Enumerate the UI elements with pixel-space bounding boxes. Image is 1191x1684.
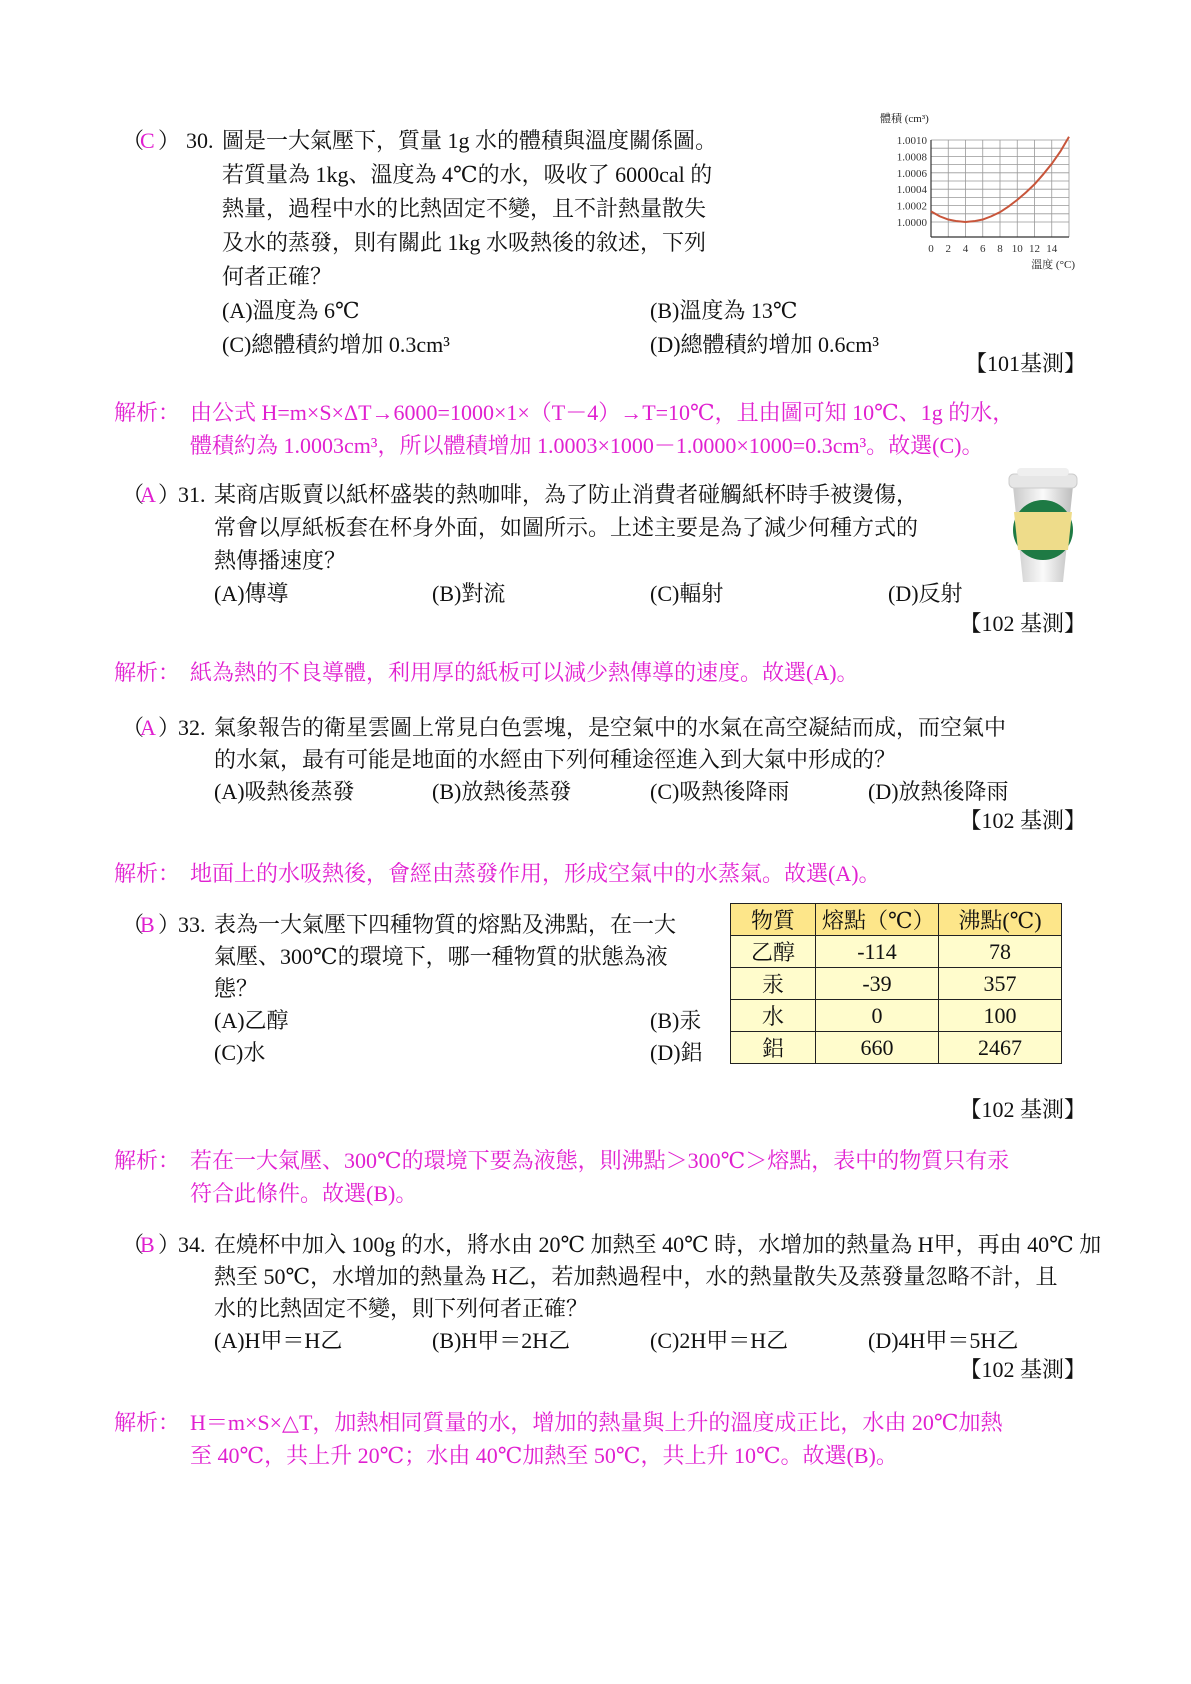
table-cell: 水	[731, 1000, 816, 1032]
analysis-label: 解析：	[114, 660, 181, 685]
question-text: 某商店販賣以紙杯盛裝的熱咖啡，為了防止消費者碰觸紙杯時手被燙傷，	[214, 482, 919, 507]
x-tick-label: 10	[1011, 243, 1023, 255]
option-c: (C)總體積約增加 0.3cm³	[222, 332, 450, 357]
question-text: 何者正確？	[222, 264, 333, 289]
table-cell: 鋁	[731, 1032, 816, 1064]
option-b: (B)放熱後蒸發	[432, 779, 572, 804]
x-tick-label: 14	[1046, 243, 1058, 255]
table-cell: 汞	[731, 968, 816, 1000]
question-number: 33.	[178, 912, 206, 937]
answer-letter: B	[140, 1232, 155, 1257]
answer-paren-close: ）	[158, 912, 181, 937]
option-d: (D)反射	[888, 581, 963, 606]
option-b: (B)H甲＝2H乙	[432, 1328, 571, 1353]
source-tag: 【102 基測】	[959, 611, 1086, 636]
table-header	[731, 904, 1062, 936]
option-c: (C)水	[214, 1040, 266, 1065]
y-tick-label: 1.0000	[896, 217, 927, 229]
answer-letter: B	[140, 912, 155, 937]
answer-letter: A	[140, 715, 156, 740]
analysis-label: 解析：	[114, 1410, 181, 1435]
answer-paren-close: ）	[158, 128, 181, 153]
source-tag: 【102 基測】	[959, 1357, 1086, 1382]
question-text: 水的比熱固定不變，則下列何者正確？	[214, 1296, 589, 1321]
option-a: (A)吸熱後蒸發	[214, 779, 355, 804]
x-tick-label: 4	[962, 243, 969, 255]
answer-paren-open: （	[122, 912, 145, 937]
question-number: 31.	[178, 482, 206, 507]
x-tick-label: 2	[945, 243, 951, 255]
table-row	[731, 968, 1062, 1000]
question-text: 圖是一大氣壓下，質量 1g 水的體積與溫度關係圖。	[222, 128, 718, 153]
table-cell: 0	[816, 1000, 939, 1032]
header-cell: 物質	[731, 904, 816, 936]
table-cell: 100	[939, 1000, 1062, 1032]
table-cell: 357	[939, 968, 1062, 1000]
option-b: (B)對流	[432, 581, 506, 606]
analysis-text: 符合此條件。故選(B)。	[190, 1181, 418, 1206]
option-c: (C)2H甲＝H乙	[650, 1328, 789, 1353]
y-tick-label: 1.0004	[896, 184, 927, 197]
question-text: 氣壓、300℃的環境下，哪一種物質的狀態為液	[214, 944, 668, 969]
source-tag: 【102 基測】	[959, 1097, 1086, 1122]
analysis-text: 至 40℃，共上升 20℃；水由 40℃加熱至 50℃，共上升 10℃。故選(B)。	[190, 1443, 898, 1468]
table-cell: 78	[939, 936, 1062, 968]
volume-temperature-chart	[870, 110, 1085, 275]
option-d: (D)鋁	[650, 1040, 703, 1065]
option-a: (A)乙醇	[214, 1008, 289, 1033]
coffee-cup-image	[1005, 466, 1080, 592]
y-tick-label: 1.0006	[896, 167, 927, 180]
question-text: 熱傳播速度？	[214, 548, 347, 573]
analysis-label: 解析：	[114, 1148, 181, 1173]
header-cell: 熔點（℃）	[816, 904, 939, 936]
answer-paren-close: ）	[158, 482, 181, 507]
table-row	[731, 1000, 1062, 1032]
option-a: (A)H甲＝H乙	[214, 1328, 343, 1353]
y-axis-label: 體積 (cm³)	[880, 113, 929, 125]
header-cell: 沸點(℃)	[939, 904, 1062, 936]
option-b: (B)溫度為 13℃	[650, 298, 798, 323]
question-text: 熱至 50℃，水增加的熱量為 H乙，若加熱過程中，水的熱量散失及蒸發量忽略不計，且	[214, 1264, 1058, 1289]
table-cell: -39	[816, 968, 939, 1000]
question-text: 氣象報告的衛星雲圖上常見白色雲塊，是空氣中的水氣在高空凝結而成，而空氣中	[214, 715, 1007, 740]
analysis-label: 解析：	[114, 861, 181, 886]
option-a: (A)傳導	[214, 581, 289, 606]
answer-letter: A	[140, 482, 156, 507]
option-a: (A)溫度為 6℃	[222, 298, 360, 323]
question-text: 熱量，過程中水的比熱固定不變，且不計熱量散失	[222, 196, 707, 221]
question-number: 34.	[178, 1232, 206, 1257]
y-tick-label: 1.0008	[896, 151, 927, 164]
option-d: (D)4H甲＝5H乙	[868, 1328, 1019, 1353]
source-tag: 【102 基測】	[959, 808, 1086, 833]
analysis-label: 解析：	[114, 400, 181, 425]
option-d: (D)放熱後降雨	[868, 779, 1009, 804]
y-tick-label: 1.0002	[896, 200, 927, 213]
question-text: 的水氣，最有可能是地面的水經由下列何種途徑進入到大氣中形成的？	[214, 747, 897, 772]
x-tick-label: 0	[928, 243, 934, 255]
table-cell: 2467	[939, 1032, 1062, 1064]
option-c: (C)吸熱後降雨	[650, 779, 790, 804]
question-number: 30.	[186, 128, 214, 153]
option-b: (B)汞	[650, 1008, 702, 1033]
analysis-text: 紙為熱的不良導體，利用厚的紙板可以減少熱傳導的速度。故選(A)。	[190, 660, 859, 685]
answer-paren-open: （	[122, 1232, 145, 1257]
answer-paren-open: （	[122, 715, 145, 740]
melting-boiling-table	[730, 903, 1062, 1064]
x-tick-label: 12	[1029, 243, 1040, 255]
table-row	[731, 1032, 1062, 1064]
x-tick-label: 8	[997, 243, 1003, 255]
question-text: 若質量為 1kg、溫度為 4℃的水，吸收了 6000cal 的	[222, 162, 713, 187]
y-tick-label: 1.0010	[896, 135, 927, 147]
question-number: 32.	[178, 715, 206, 740]
question-text: 在燒杯中加入 100g 的水，將水由 20℃ 加熱至 40℃ 時，水增加的熱量為 H甲，再由 40℃ 加	[214, 1232, 1102, 1257]
question-text: 及水的蒸發，則有關此 1kg 水吸熱後的敘述，下列	[222, 230, 707, 255]
table-cell: 660	[816, 1032, 939, 1064]
answer-paren-close: ）	[158, 1232, 181, 1257]
analysis-text: 地面上的水吸熱後，會經由蒸發作用，形成空氣中的水蒸氣。故選(A)。	[190, 861, 881, 886]
x-tick-label: 6	[980, 243, 986, 255]
answer-paren-open: （	[122, 128, 145, 153]
table-row	[731, 936, 1062, 968]
answer-letter: C	[140, 128, 155, 153]
analysis-text: H＝m×S×△T，加熱相同質量的水，增加的熱量與上升的溫度成正比，水由 20℃加熱	[190, 1410, 1003, 1435]
x-axis-label: 溫度 (°C)	[1031, 259, 1075, 271]
analysis-text: 體積約為 1.0003cm³，所以體積增加 1.0003×1000－1.0000×1000=0.3cm³。故選(C)。	[190, 433, 984, 458]
analysis-text: 若在一大氣壓、300℃的環境下要為液態，則沸點＞300℃＞熔點，表中的物質只有汞	[190, 1148, 1010, 1173]
table-cell: 乙醇	[731, 936, 816, 968]
table-cell: -114	[816, 936, 939, 968]
answer-paren-close: ）	[158, 715, 181, 740]
analysis-text: 由公式 H=m×S×ΔT→6000=1000×1×（T－4）→T=10℃，且由圖可知 10℃、1g 的水，	[190, 400, 1015, 425]
question-text: 態？	[214, 976, 259, 1001]
option-d: (D)總體積約增加 0.6cm³	[650, 332, 880, 357]
answer-paren-open: （	[122, 482, 145, 507]
option-c: (C)輻射	[650, 581, 724, 606]
question-text: 常會以厚紙板套在杯身外面，如圖所示。上述主要是為了減少何種方式的	[214, 515, 919, 540]
source-tag: 【101基測】	[964, 351, 1086, 376]
question-text: 表為一大氣壓下四種物質的熔點及沸點，在一大	[214, 912, 677, 937]
